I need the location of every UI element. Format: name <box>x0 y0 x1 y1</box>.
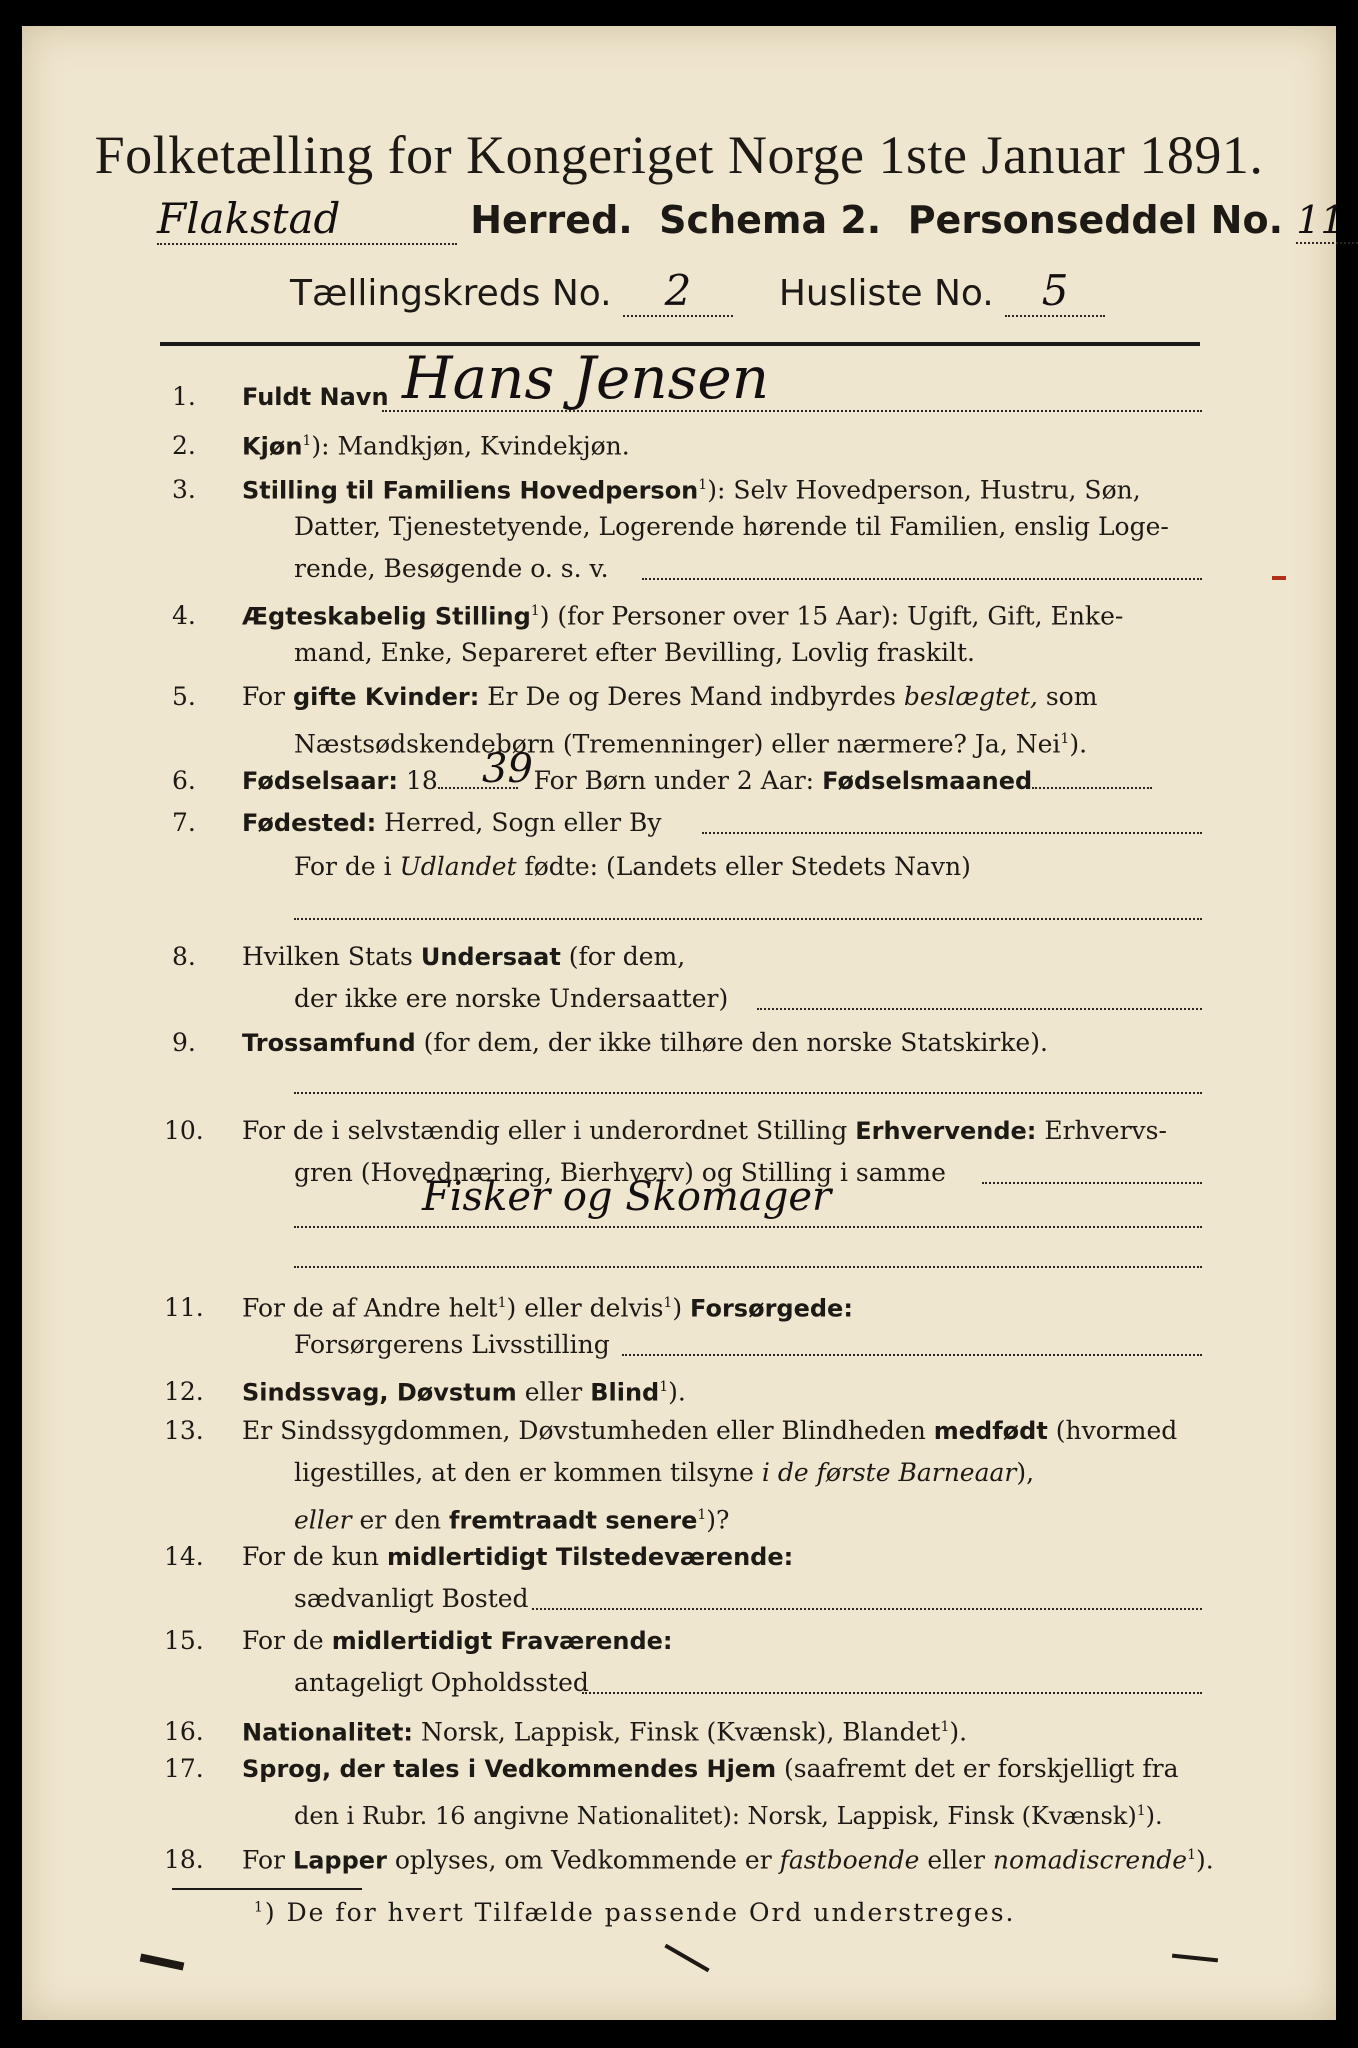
ink-mark <box>1272 576 1286 580</box>
personseddel-label: Personseddel No. <box>907 198 1284 242</box>
footnote: $^1$) De for hvert Tilfælde passende Ord understreges. <box>254 1898 1016 1927</box>
item-16: 16. Nationalitet: Norsk, Lappisk, Finsk (Kvænsk), Blandet$^1$). <box>164 1717 968 1747</box>
item-10-fill <box>982 1182 1202 1184</box>
item-9-fill <box>294 1092 1202 1094</box>
item-14: 14. For de kun midlertidigt Tilstedeværende: <box>164 1542 794 1571</box>
item-5: 5. For gifte Kvinder: Er De og Deres Mand indbyrdes beslægtet, som <box>172 682 1098 711</box>
item-14-fill <box>532 1608 1202 1610</box>
item-8-fill <box>757 1008 1202 1010</box>
item-10-fill-3 <box>294 1266 1202 1268</box>
item-18: 18. For Lapper oplyses, om Vedkommende er fastboende eller nomadiscrende$^1$). <box>164 1845 1214 1875</box>
herred-line <box>157 194 1345 245</box>
item-15-fill <box>582 1692 1202 1694</box>
item-1: 1. Fuldt Navn <box>172 382 389 411</box>
item-5-line-2: Næstsødskendebørn (Tremenninger) eller nærmere? Ja, Nei$^1$). <box>294 729 1088 759</box>
husliste-label: Husliste No. <box>778 273 994 314</box>
taellingskreds-number: 2 <box>623 266 733 317</box>
item-3: 3. Stilling til Familiens Hovedperson$^1$): Selv Hovedperson, Hustru, Søn, <box>172 475 1141 505</box>
item-11-fill <box>622 1354 1202 1356</box>
item-17-line-2: den i Rubr. 16 angivne Nationalitet): Norsk, Lappisk, Finsk (Kvænsk)$^1$). <box>294 1802 1163 1830</box>
item-13: 13. Er Sindssygdommen, Døvstumheden eller Blindheden medfødt (hvormed <box>164 1416 1178 1445</box>
herred-label: Herred. <box>470 198 633 242</box>
form-title: Folketælling for Kongeriget Norge 1ste Januar 1891. <box>94 125 1264 185</box>
item-3-line-2: Datter, Tjenestetyende, Logerende hørende til Familien, enslig Loge- <box>294 512 1169 541</box>
birth-year-handwritten: 39 <box>482 746 533 792</box>
herred-handwritten: Flakstad <box>157 194 457 245</box>
item-14-line-2: sædvanligt Bosted <box>294 1584 529 1613</box>
item-13-line-3: eller er den fremtraadt senere$^1$)? <box>294 1505 730 1535</box>
taellingskreds-label: Tællingskreds No. <box>290 273 612 314</box>
item-17: 17. Sprog, der tales i Vedkommendes Hjem (saafremt det er forskjelligt fra <box>164 1754 1179 1783</box>
item-4-line-2: mand, Enke, Separeret efter Bevilling, Lovlig fraskilt. <box>294 638 975 667</box>
husliste-number: 5 <box>1005 266 1105 317</box>
item-7-line-2: For de i Udlandet fødte: (Landets eller Stedets Navn) <box>294 852 971 881</box>
ink-mark <box>1172 1954 1218 1963</box>
census-form <box>22 26 1345 2020</box>
item-11: 11. For de af Andre helt$^1$) eller delvis$^1$) Forsørgede: <box>164 1293 853 1323</box>
item-3-line-3: rende, Besøgende o. s. v. <box>294 554 609 583</box>
item-7-fill-2 <box>294 918 1202 920</box>
item-7: 7. Fødested: Herred, Sogn eller By <box>172 808 662 837</box>
ink-mark <box>140 1954 185 1971</box>
item-7-fill <box>702 832 1202 834</box>
item-15: 15. For de midlertidigt Fraværende: <box>164 1626 673 1655</box>
item-10-line-2: gren (Hovednæring, Bierhverv) og Stilling i samme <box>294 1158 946 1187</box>
item-12: 12. Sindssvag, Døvstum eller Blind$^1$). <box>164 1377 686 1407</box>
schema-label: Schema 2. <box>659 198 882 242</box>
item-13-line-2: ligestilles, at den er kommen tilsyne i de første Barneaar), <box>294 1458 1035 1487</box>
item-10-fill-2 <box>294 1226 1202 1228</box>
item-15-line-2: antageligt Opholdssted <box>294 1668 589 1697</box>
item-8: 8. Hvilken Stats Undersaat (for dem, <box>172 942 686 971</box>
occupation-handwritten: Fisker og Skomager <box>422 1174 832 1220</box>
item-3-fill <box>642 578 1202 580</box>
ink-mark <box>664 1944 709 1972</box>
item-9: 9. Trossamfund (for dem, der ikke tilhøre den norske Statskirke). <box>172 1028 1048 1057</box>
name-fill-line <box>382 410 1202 412</box>
item-6: 6. Fødselsaar: 18 For Børn under 2 Aar: Fødselsmaaned <box>172 766 1152 796</box>
taellingskreds-line <box>290 266 1105 317</box>
name-handwritten: Hans Jensen <box>402 344 770 412</box>
item-10: 10. For de i selvstændig eller i underordnet Stilling Erhvervende: Erhvervs- <box>164 1116 1167 1145</box>
item-8-line-2: der ikke ere norske Undersaatter) <box>294 984 729 1013</box>
item-11-line-2: Forsørgerens Livsstilling <box>294 1330 610 1359</box>
personseddel-number: 11 <box>1296 198 1358 244</box>
item-4: 4. Ægteskabelig Stilling$^1$) (for Personer over 15 Aar): Ugift, Gift, Enke- <box>172 601 1124 631</box>
footnote-rule <box>172 1888 362 1890</box>
item-2: 2. Kjøn$^1$): Mandkjøn, Kvindekjøn. <box>172 431 630 461</box>
